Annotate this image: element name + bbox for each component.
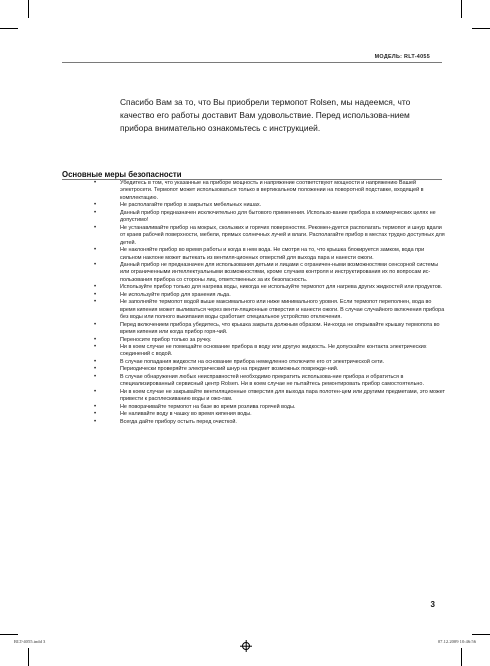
footer-file: RLT-4055.indd 3: [14, 639, 46, 644]
bullet-icon: •: [94, 299, 97, 306]
bullet-icon: •: [94, 336, 97, 343]
bullet-icon: •: [94, 224, 97, 231]
header-rule: [62, 62, 442, 63]
safety-item: [94, 418, 446, 426]
safety-item-text: Не используйте прибор для хранения льда.: [120, 291, 231, 298]
safety-list: [94, 180, 446, 426]
bullet-icon: •: [94, 291, 97, 298]
safety-item-text: Не заполняйте термопот водой выше максимального или ниже минимального уровня. Если термопот переполнен, вода во время кипения может выливаться через венти-ляционные отверстия и нанести ожоги. В случае случайного включения прибора без воды или полного выкипания воды сработает специальное устройство отключения.: [120, 299, 445, 321]
safety-item: [94, 261, 446, 284]
safety-item: [94, 343, 446, 359]
safety-item-text: Используйте прибор только для нагрева воды, никогда не используйте термопот для нагрева других жидкостей или продуктов.: [120, 284, 443, 291]
safety-item-text: Не устанавливайте прибор на мокрых, скользких и горячих поверхностях. Рекомен-дуется располагать термопот и шнур вдали от краев рабочей поверхности, мебели, прямых солнечных лучей и влаги. Располагайте прибор в местах трудно доступных для детей.: [120, 224, 445, 246]
safety-item-text: Всегда дайте прибору остыть перед очисткой.: [120, 418, 237, 425]
bullet-icon: •: [94, 411, 97, 418]
bullet-icon: •: [94, 202, 97, 209]
bullet-icon: •: [94, 388, 97, 395]
safety-item-text: Не располагайте прибор в закрытых мебельных нишах.: [120, 202, 262, 209]
safety-item-text: Ни в коем случае не закрывайте вентиляционные отверстия для выхода пара полотен-цем или другими предметами, это может привести к расплескиванию воды и ожо-гам.: [120, 388, 445, 403]
crop-mark-top-right-h: [472, 28, 490, 29]
bullet-icon: •: [94, 373, 97, 380]
safety-item-text: Данный прибор не предназначен для использования детьми и лицами с ограничен-ными возможностями сенсорной системы или ограниченными интеллектуальными возможностями, кроме случаев контроля и инструктирования их по вопросам ис-пользования прибора со стороны лиц, ответственных за их безопасность.: [120, 261, 439, 283]
safety-item: [94, 202, 446, 209]
bullet-icon: •: [94, 209, 97, 216]
page-number: 3: [430, 600, 435, 609]
bullet-icon: •: [94, 358, 97, 365]
safety-item: [94, 209, 446, 225]
safety-item: [94, 224, 446, 247]
safety-item: [94, 366, 446, 373]
safety-item-text: В случае попадания жидкости на основание прибора немедленно отключите его от электрической сети.: [120, 358, 385, 365]
crop-mark-top-left-v: [28, 0, 29, 18]
safety-item-text: Убедитесь в том, что указанные на приборе мощность и напряжение соответствуют мощности и напряжению Вашей электросети. Термопот может использоваться только в вертикальном положении на поворотной подставке, входящей в комплектацию.: [120, 180, 424, 201]
bullet-icon: •: [94, 366, 97, 373]
bullet-icon: •: [94, 343, 97, 350]
crop-mark-bottom-right-v: [461, 648, 462, 666]
bullet-icon: •: [94, 321, 97, 328]
crop-mark-top-left-h: [0, 28, 18, 29]
section-heading: Основные меры безопасности: [62, 170, 182, 179]
bullet-icon: •: [94, 247, 97, 254]
footer-datetime: 07.12.2009 10:46:56: [437, 639, 476, 644]
safety-item: [94, 247, 446, 262]
safety-item-text: Периодически проверяйте электрический шнур на предмет возможных поврежде-ний.: [120, 366, 339, 373]
safety-item: [94, 284, 446, 291]
bullet-icon: •: [94, 261, 97, 268]
safety-item-text: Не наклоняйте прибор во время работы и когда в нем вода. Не смотря на то, что крышка блокируется замком, вода при сильном наклоне может вытекать из вентиля-ционных отверстий для выхода пара и нанести ожоги.: [120, 247, 425, 261]
bullet-icon: •: [94, 180, 97, 186]
intro-paragraph: Спасибо Вам за то, что Вы приобрели термопот Rolsen, мы надеемся, что качество его работы доставит Вам удовольствие. Перед использова-нием прибора внимательно ознакомьтесь с инструкцией.: [120, 97, 411, 133]
safety-item-text: Ни в коем случае не помещайте основание прибора в воду или другую жидкость. Не допускайте контакта электрических соединений с водой.: [120, 343, 427, 358]
safety-item-text: Не наливайте воду в чашку во время кипения воды.: [120, 411, 252, 418]
safety-item: [94, 388, 446, 404]
bullet-icon: •: [94, 403, 97, 410]
safety-item: [94, 403, 446, 411]
safety-item-text: В случае обнаружения любых неисправностей необходимо прекратить использова-ние прибора и обратиться в специализированный сервисный центр Rolsen. Ни в коем случае не пытайтесь ремонтировать прибор самостоятельно.: [120, 373, 424, 388]
crop-mark-bottom-right-h: [472, 634, 490, 635]
safety-item: [94, 180, 446, 202]
bullet-icon: •: [94, 418, 97, 425]
safety-item: [94, 299, 446, 321]
safety-item-text: Переносите прибор только за ручку.: [120, 336, 212, 343]
safety-item: [94, 321, 446, 337]
crop-mark-bottom-left-h: [0, 634, 18, 635]
registration-mark-icon: [242, 642, 250, 650]
safety-item: [94, 373, 446, 389]
safety-item-text: Перед включением прибора убедитесь, что крышка закрыта должным образом. Ни-когда не открывайте крышку термопота во время кипения или когда прибор горя-чий.: [120, 321, 440, 336]
safety-item-text: Не поворачивайте термопот на базе во время розлива горячей воды.: [120, 403, 296, 410]
safety-item: [94, 336, 446, 344]
crop-mark-top-right-v: [461, 0, 462, 18]
safety-item: [94, 411, 446, 418]
crop-mark-bottom-left-v: [28, 648, 29, 666]
bullet-icon: •: [94, 284, 97, 291]
safety-item-text: Данный прибор предназначен исключительно для бытового применения. Использо-вание прибора в коммерческих целях не допустимо!: [120, 209, 436, 224]
model-label: МОДЕЛЬ: RLT-4055: [374, 54, 430, 60]
